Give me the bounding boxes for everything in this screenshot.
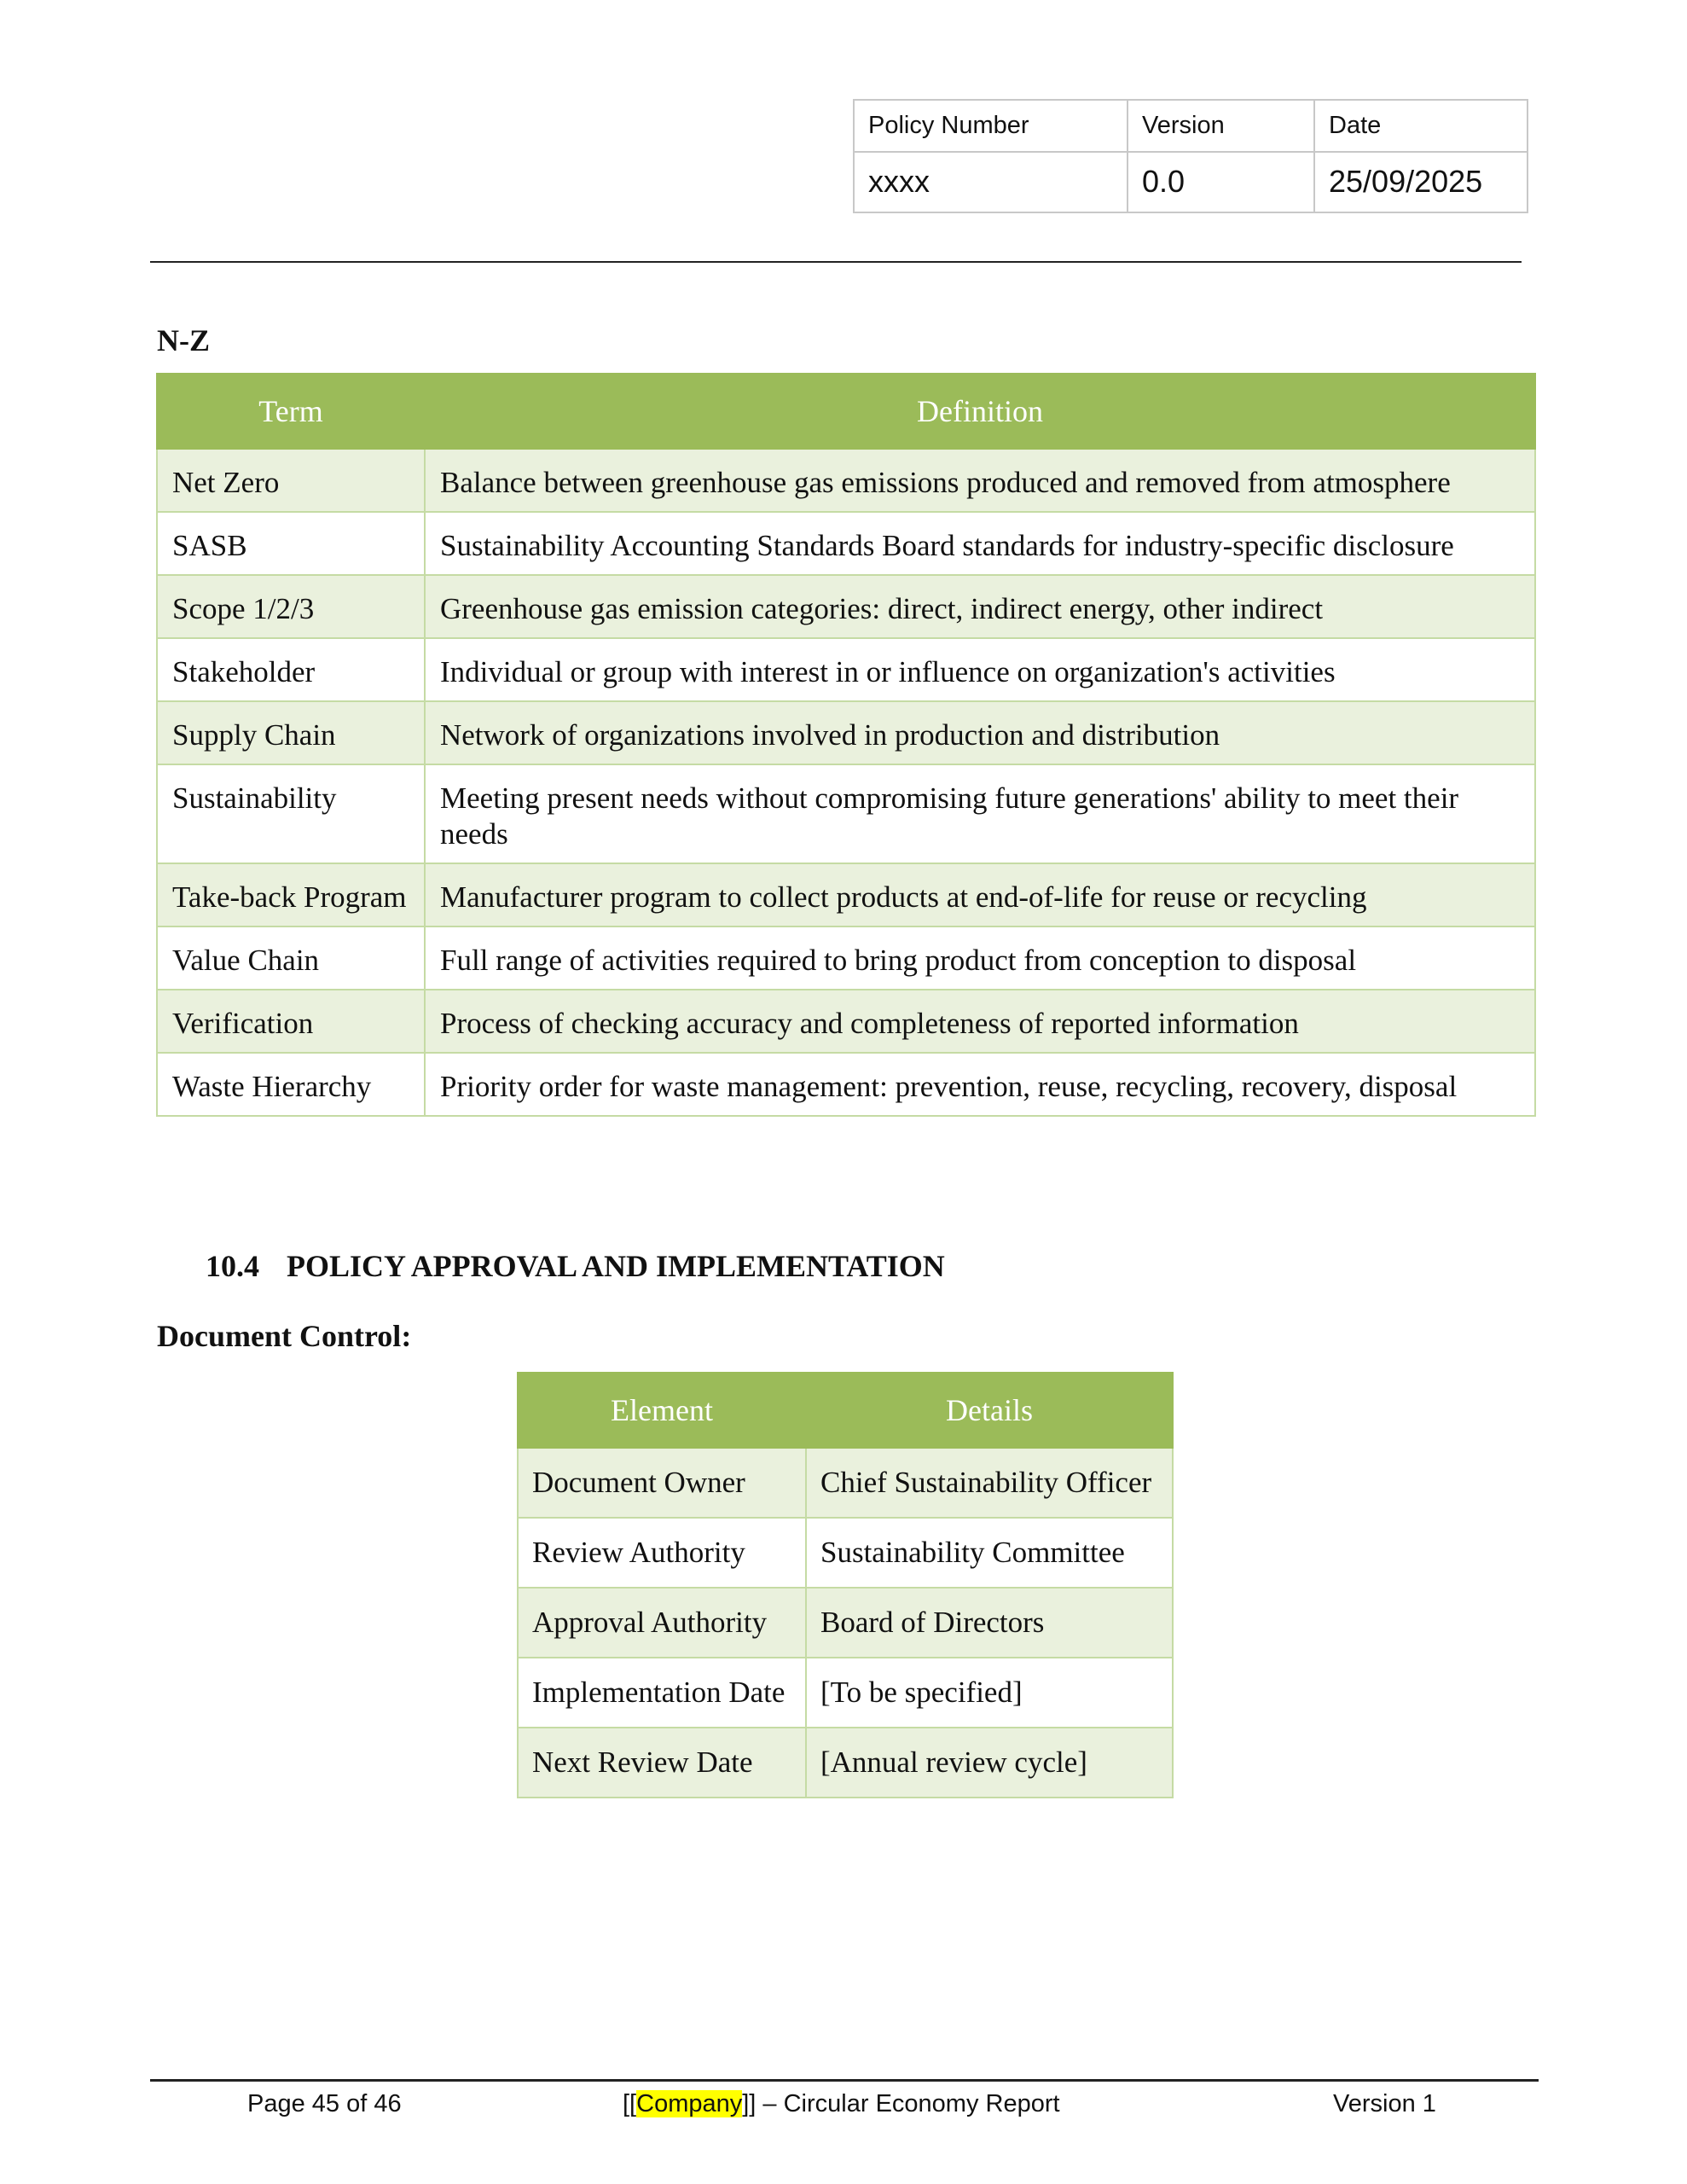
- table-row: [157, 638, 1535, 701]
- table-row: [157, 926, 1535, 990]
- element-cell: Document Owner: [518, 1448, 806, 1518]
- glossary-table: [156, 373, 1536, 1117]
- table-row: [518, 1728, 1173, 1798]
- details-cell: Board of Directors: [806, 1588, 1173, 1658]
- glossary-heading: N-Z: [157, 323, 210, 357]
- definition-cell: Individual or group with interest in or influence on organization's activities: [425, 638, 1535, 701]
- table-row: [157, 701, 1535, 764]
- company-placeholder: Company: [636, 2090, 743, 2117]
- definition-cell: Meeting present needs without compromising future generations' ability to meet their needs: [425, 764, 1535, 863]
- details-cell: [To be specified]: [806, 1658, 1173, 1728]
- term-cell: SASB: [157, 512, 425, 575]
- definition-cell: Manufacturer program to collect products at end-of-life for reuse or recycling: [425, 863, 1535, 926]
- page-number: Page 45 of 46: [247, 2090, 402, 2117]
- element-cell: Next Review Date: [518, 1728, 806, 1798]
- version-value: 0.0: [1128, 152, 1314, 212]
- table-row: [157, 764, 1535, 863]
- section-number: 10.4: [206, 1249, 259, 1283]
- element-cell: Implementation Date: [518, 1658, 806, 1728]
- table-row: [518, 1448, 1173, 1518]
- definition-column-header: Definition: [425, 374, 1535, 449]
- definition-cell: Priority order for waste management: prevention, reuse, recycling, recovery, disposal: [425, 1053, 1535, 1116]
- term-cell: Stakeholder: [157, 638, 425, 701]
- details-cell: Sustainability Committee: [806, 1518, 1173, 1588]
- footer-version: Version 1: [1333, 2090, 1436, 2117]
- date-value: 25/09/2025: [1314, 152, 1528, 212]
- details-cell: Chief Sustainability Officer: [806, 1448, 1173, 1518]
- footer-divider: [150, 2079, 1539, 2082]
- section-heading: [206, 1248, 945, 1284]
- date-label: Date: [1314, 100, 1528, 152]
- definition-cell: Greenhouse gas emission categories: direct, indirect energy, other indirect: [425, 575, 1535, 638]
- table-row: [518, 1658, 1173, 1728]
- table-row: [157, 449, 1535, 512]
- term-cell: Sustainability: [157, 764, 425, 863]
- table-row: [518, 1518, 1173, 1588]
- section-title: POLICY APPROVAL AND IMPLEMENTATION: [287, 1249, 945, 1283]
- definition-cell: Process of checking accuracy and completeness of reported information: [425, 990, 1535, 1053]
- definition-cell: Network of organizations involved in production and distribution: [425, 701, 1535, 764]
- element-cell: Approval Authority: [518, 1588, 806, 1658]
- definition-cell: Sustainability Accounting Standards Board standards for industry-specific disclosure: [425, 512, 1535, 575]
- element-column-header: Element: [518, 1373, 806, 1448]
- policy-info-table: [853, 99, 1528, 213]
- table-row: [157, 1053, 1535, 1116]
- policy-number-label: Policy Number: [854, 100, 1128, 152]
- table-row: [157, 863, 1535, 926]
- details-column-header: Details: [806, 1373, 1173, 1448]
- footer-title-prefix: [[: [623, 2090, 637, 2117]
- document-control-heading: Document Control:: [157, 1319, 412, 1353]
- term-cell: Supply Chain: [157, 701, 425, 764]
- term-cell: Net Zero: [157, 449, 425, 512]
- term-cell: Waste Hierarchy: [157, 1053, 425, 1116]
- term-cell: Value Chain: [157, 926, 425, 990]
- element-cell: Review Authority: [518, 1518, 806, 1588]
- document-control-table: [517, 1372, 1174, 1798]
- table-row: [157, 575, 1535, 638]
- table-row: [157, 512, 1535, 575]
- footer-title: [623, 2090, 1060, 2118]
- definition-cell: Full range of activities required to bring product from conception to disposal: [425, 926, 1535, 990]
- version-label: Version: [1128, 100, 1314, 152]
- definition-cell: Balance between greenhouse gas emissions produced and removed from atmosphere: [425, 449, 1535, 512]
- policy-number-value: xxxx: [854, 152, 1128, 212]
- header-divider: [150, 261, 1522, 263]
- term-column-header: Term: [157, 374, 425, 449]
- term-cell: Take-back Program: [157, 863, 425, 926]
- table-row: [157, 990, 1535, 1053]
- footer-title-suffix: ]] – Circular Economy Report: [742, 2090, 1060, 2117]
- term-cell: Scope 1/2/3: [157, 575, 425, 638]
- details-cell: [Annual review cycle]: [806, 1728, 1173, 1798]
- term-cell: Verification: [157, 990, 425, 1053]
- table-row: [518, 1588, 1173, 1658]
